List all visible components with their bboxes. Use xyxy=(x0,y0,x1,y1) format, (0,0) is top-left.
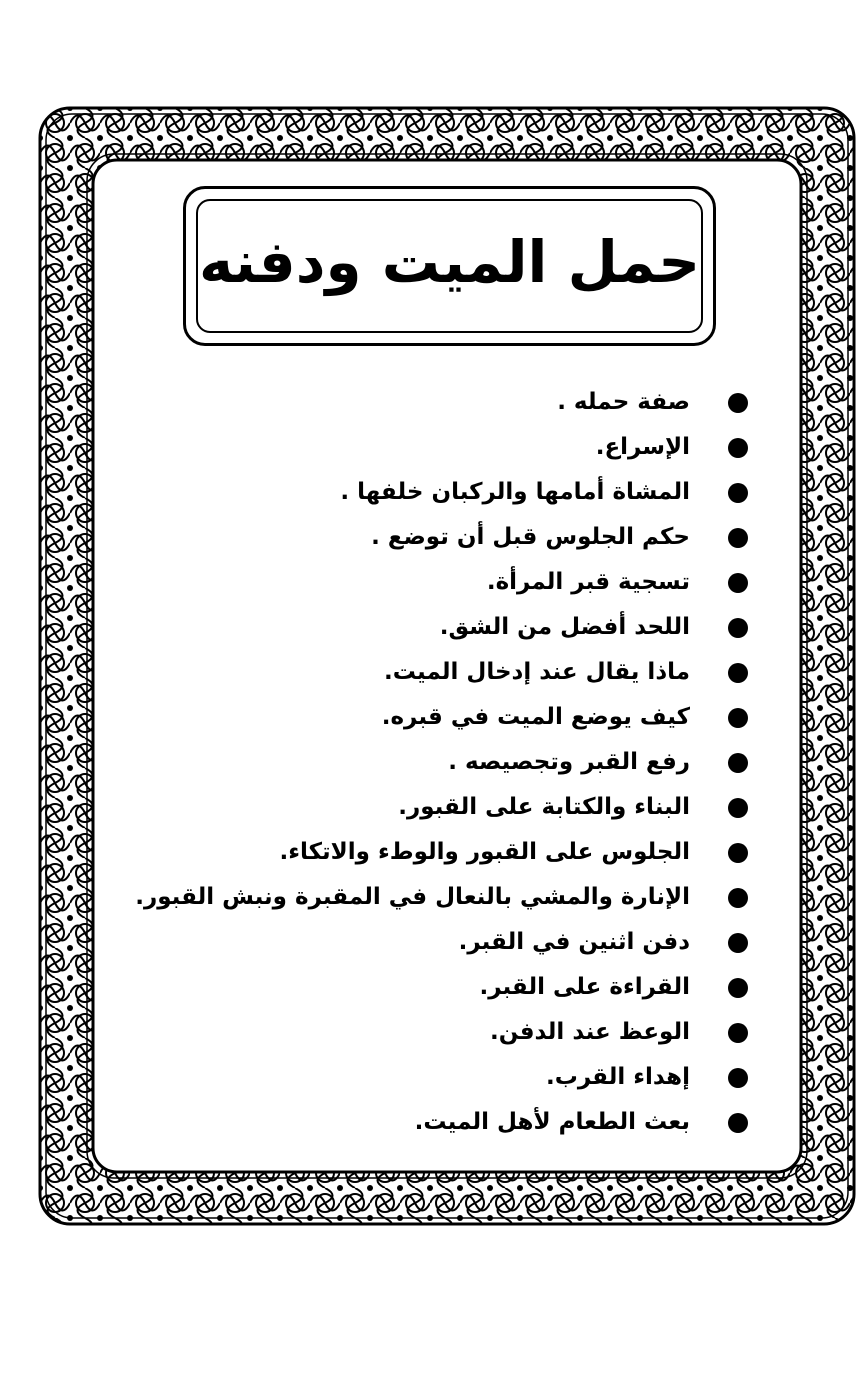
title-box xyxy=(183,186,716,346)
list-item xyxy=(168,1010,748,1055)
bullet-icon xyxy=(728,438,748,458)
list-item xyxy=(168,560,748,605)
bullet-icon xyxy=(728,1068,748,1088)
bullet-icon xyxy=(728,483,748,503)
bullet-icon xyxy=(728,1113,748,1133)
list-item-text: الإسراع. xyxy=(595,434,690,460)
bullet-icon xyxy=(728,798,748,818)
list-item-text: إهداء القرب. xyxy=(546,1064,690,1090)
list-item xyxy=(168,425,748,470)
bullet-icon xyxy=(728,978,748,998)
list-item-text: تسجية قبر المرأة. xyxy=(486,569,690,595)
list-item xyxy=(168,695,748,740)
list-item xyxy=(168,785,748,830)
list-item xyxy=(168,1100,748,1145)
list-item xyxy=(168,650,748,695)
bullet-icon xyxy=(728,1023,748,1043)
list-item-text: صفة حمله . xyxy=(557,389,690,415)
list-item-text: الإنارة والمشي بالنعال في المقبرة ونبش القبور. xyxy=(135,884,690,910)
list-item xyxy=(168,515,748,560)
bullet-icon xyxy=(728,753,748,773)
list-item xyxy=(168,470,748,515)
list-item xyxy=(168,605,748,650)
bullet-icon xyxy=(728,663,748,683)
list-item xyxy=(135,875,748,920)
list-item xyxy=(168,380,748,425)
list-item xyxy=(168,830,748,875)
list-item-text: الوعظ عند الدفن. xyxy=(490,1019,690,1045)
list-item-text: ماذا يقال عند إدخال الميت. xyxy=(383,659,690,685)
list-item-text: المشاة أمامها والركبان خلفها . xyxy=(340,479,690,505)
bullet-icon xyxy=(728,708,748,728)
list-item-text: دفن اثنين في القبر. xyxy=(458,929,690,955)
list-item xyxy=(168,965,748,1010)
topics-list xyxy=(135,380,748,1145)
list-item-text: كيف يوضع الميت في قبره. xyxy=(381,704,690,730)
list-item-text: الجلوس على القبور والوطء والاتكاء. xyxy=(279,839,690,865)
bullet-icon xyxy=(728,843,748,863)
bullet-icon xyxy=(728,393,748,413)
bullet-icon xyxy=(728,888,748,908)
list-item xyxy=(168,920,748,965)
bullet-icon xyxy=(728,528,748,548)
bullet-icon xyxy=(728,618,748,638)
list-item-text: البناء والكتابة على القبور. xyxy=(398,794,690,820)
bullet-icon xyxy=(728,573,748,593)
list-item-text: حكم الجلوس قبل أن توضع . xyxy=(371,524,690,550)
list-item-text: القراءة على القبر. xyxy=(479,974,690,1000)
bullet-icon xyxy=(728,933,748,953)
list-item xyxy=(168,1055,748,1100)
list-item xyxy=(168,740,748,785)
page-title: حمل الميت ودفنه xyxy=(198,228,701,296)
list-item-text: رفع القبر وتجصيصه . xyxy=(448,749,690,775)
title-frame xyxy=(196,199,703,333)
list-item-text: اللحد أفضل من الشق. xyxy=(439,614,690,640)
list-item-text: بعث الطعام لأهل الميت. xyxy=(414,1109,690,1135)
